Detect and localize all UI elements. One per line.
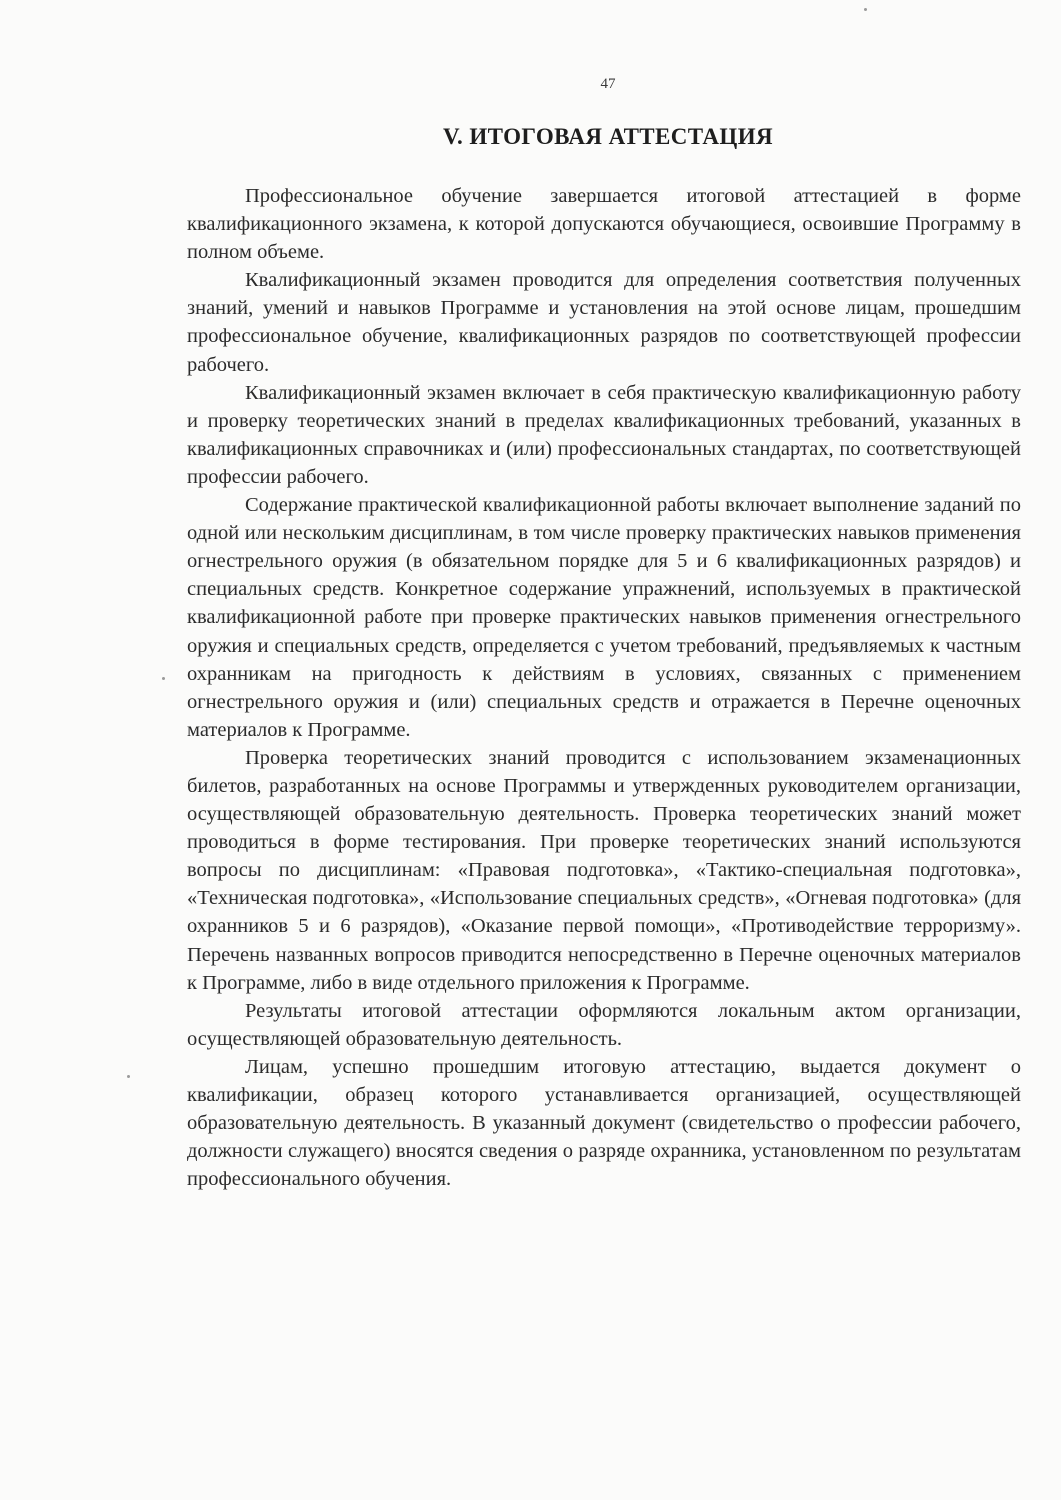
scan-speck bbox=[864, 8, 867, 11]
body-text bbox=[187, 182, 1021, 1193]
paragraph: Квалификационный экзамен проводится для определения соответствия полученных знаний, умений и навыков Программе и установления на этой основе лицам, прошедшим профессиональное обучение, квалификационных разрядов по соответствующей профессии рабочего. bbox=[187, 269, 1021, 376]
paragraph: Проверка теоретических знаний проводится с использованием экзаменационных билетов, разработанных на основе Программы и утвержденных руководителем организации, осуществляющей образовательную деятельность. Проверка теоретических знаний может проводиться в форме тестирования. При проверке теоретических знаний используются вопросы по дисциплинам: «Правовая подготовка», «Тактико-специальная подготовка», «Техническая подготовка», «Использование специальных средств», «Огневая подготовка» (для охранников 5 и 6 разрядов), «Оказание первой помощи», «Противодействие терроризму». Перечень названных вопросов приводится непосредственно в Перечне оценочных материалов к Программе, либо в виде отдельного приложения к Программе. bbox=[187, 746, 1021, 994]
scan-speck bbox=[127, 1075, 130, 1078]
paragraph: Лицам, успешно прошедшим итоговую аттестацию, выдается документ о квалификации, образец которого устанавливается организацией, осуществляющей образовательную деятельность. В указанный документ (свидетельство о профессии рабочего, должности служащего) вносятся сведения о разряде охранника, установленном по результатам профессионального обучения. bbox=[187, 1055, 1021, 1191]
paragraph: Квалификационный экзамен включает в себя практическую квалификационную работу и проверку теоретических знаний в пределах квалификационных требований, указанных в квалификационных справочниках и (или) профессиональных стандартах, по соответствующей профессии рабочего. bbox=[187, 381, 1021, 488]
paragraph: Результаты итоговой аттестации оформляются локальным актом организации, осуществляющей образовательную деятельность. bbox=[187, 999, 1021, 1050]
section-heading: V. ИТОГОВАЯ АТТЕСТАЦИЯ bbox=[443, 124, 773, 149]
paragraph: Профессиональное обучение завершается итоговой аттестацией в форме квалификационного экзамена, к которой допускаются обучающиеся, освоившие Программу в полном объеме. bbox=[187, 185, 1021, 264]
page-number: 47 bbox=[600, 76, 616, 92]
paragraph: Содержание практической квалификационной работы включает выполнение заданий по одной или нескольким дисциплинам, в том числе проверку практических навыков применения огнестрельного оружия (в обязательном порядке для 5 и 6 квалификационных разрядов) и специальных средств. Конкретное содержание упражнений, используемых в практической квалификационной работе при проверке практических навыков применения огнестрельного оружия и специальных средств, определяется с учетом требований, предъявляемых к частным охранникам на пригодность к действиям в условиях, связанных с применением огнестрельного оружия и (или) специальных средств и отражается в Перечне оценочных материалов к Программе. bbox=[187, 494, 1021, 741]
scan-speck bbox=[162, 677, 165, 680]
